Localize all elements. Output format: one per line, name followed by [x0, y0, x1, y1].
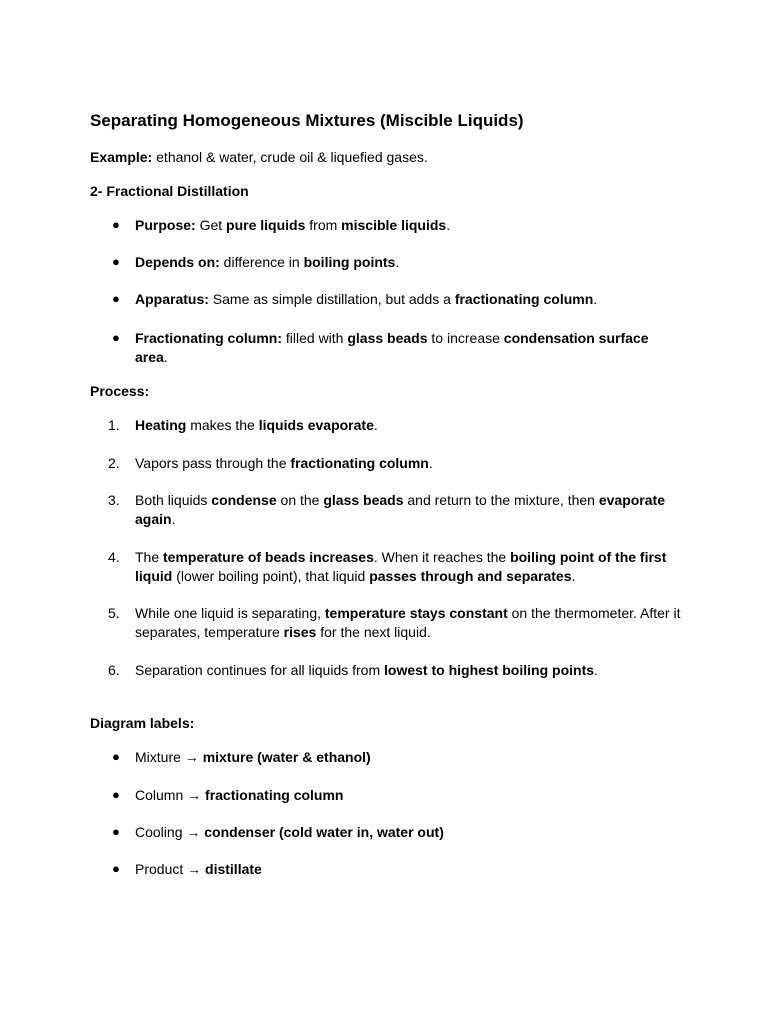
- bullet-marker: ●: [112, 749, 120, 764]
- bold-text-run: Purpose:: [135, 217, 196, 233]
- text-run: . When it reaches the: [373, 549, 511, 565]
- step-number: 3.: [108, 492, 120, 508]
- bullet-text: [135, 253, 685, 272]
- bold-text-run: rises: [283, 623, 317, 640]
- text-run: Both liquids: [135, 492, 212, 508]
- bold-text-run: mixture (water & ethanol): [202, 749, 371, 765]
- bold-text-run: boiling point of the first liquid: [135, 549, 667, 584]
- bullet-marker: ●: [112, 330, 120, 345]
- text-run: .: [428, 455, 433, 471]
- bold-text-run: pure liquids: [226, 217, 306, 233]
- text-run: to increase: [427, 330, 504, 346]
- step-number: 2.: [108, 455, 120, 471]
- diagram-label-text: [135, 748, 685, 767]
- text-run: for the next liquid.: [316, 623, 431, 640]
- step-text: [135, 454, 685, 473]
- bullet-marker: ●: [112, 254, 120, 269]
- bold-text-run: Heating: [135, 417, 187, 433]
- step-text: [135, 491, 685, 528]
- text-run: makes the: [186, 417, 259, 433]
- bold-text-run: temperature stays constant: [324, 605, 508, 621]
- bullet-marker: ●: [112, 787, 120, 802]
- text-run: .: [594, 662, 598, 678]
- bold-text-run: glass beads: [323, 492, 404, 508]
- bold-text-run: glass beads: [347, 330, 428, 346]
- diagram-label-text: [135, 786, 685, 805]
- text-run: and return to the mixture, then: [403, 492, 599, 508]
- bold-text-run: passes through and separates: [369, 567, 572, 584]
- bold-text-run: fractionating column: [290, 455, 429, 471]
- bold-text-run: evaporate again: [135, 492, 665, 527]
- text-run: Product →: [135, 861, 206, 877]
- step-number: 5.: [108, 605, 120, 621]
- diagram-labels-heading: Diagram labels:: [90, 715, 195, 731]
- section-heading: 2- Fractional Distillation: [90, 183, 249, 199]
- step-text: [135, 416, 685, 435]
- bullet-marker: ●: [112, 291, 120, 306]
- text-run: from: [305, 217, 342, 233]
- bullet-text: [135, 290, 685, 309]
- text-run: Vapors pass through the: [135, 455, 291, 471]
- step-text: [135, 661, 685, 680]
- text-run: .: [446, 217, 451, 233]
- text-run: The: [135, 549, 164, 565]
- bullet-marker: ●: [112, 217, 120, 232]
- text-run: Same as simple distillation, but adds a: [208, 291, 455, 307]
- step-text: [135, 604, 685, 641]
- text-run: Separation continues for all liquids from: [135, 662, 385, 678]
- step-number: 1.: [108, 417, 120, 433]
- text-run: .: [571, 567, 576, 584]
- text-run: .: [593, 291, 598, 307]
- bold-text-run: temperature of beads increases: [163, 549, 374, 565]
- bold-text-run: Fractionating column:: [135, 330, 282, 346]
- text-run: Get: [195, 217, 227, 233]
- document-title: Separating Homogeneous Mixtures (Miscible Liquids): [90, 111, 524, 130]
- document-page: [90, 0, 690, 1024]
- text-run: While one liquid is separating,: [135, 605, 325, 621]
- diagram-label-text: [135, 823, 685, 842]
- bold-text-run: fractionating column: [454, 291, 594, 307]
- step-number: 4.: [108, 549, 120, 565]
- bold-text-run: Apparatus:: [135, 291, 209, 307]
- text-run: (lower boiling point), that liquid: [172, 567, 370, 584]
- bullet-text: [135, 216, 685, 235]
- bold-text-run: condensation surface area: [135, 330, 649, 365]
- text-run: .: [171, 510, 176, 527]
- text-run: .: [163, 348, 168, 365]
- example-label: Example:: [90, 149, 153, 165]
- text-run: Column →: [135, 787, 206, 803]
- bold-text-run: boiling points: [303, 254, 396, 270]
- bold-text-run: Depends on:: [135, 254, 220, 270]
- bullet-marker: ●: [112, 861, 120, 876]
- bullet-text: [135, 329, 685, 366]
- example-text: ethanol & water, crude oil & liquefied gases.: [152, 149, 428, 165]
- text-run: Cooling →: [135, 824, 205, 840]
- bold-text-run: distillate: [205, 861, 262, 877]
- text-run: .: [373, 417, 378, 433]
- bold-text-run: liquids evaporate: [258, 417, 374, 433]
- text-run: on the thermometer. After it separates, temperature: [135, 605, 681, 640]
- text-run: .: [395, 254, 400, 270]
- bold-text-run: condense: [211, 492, 277, 508]
- text-run: Mixture →: [135, 749, 203, 765]
- example-line: [90, 148, 428, 166]
- bold-text-run: miscible liquids: [341, 217, 447, 233]
- text-run: filled with: [282, 330, 348, 346]
- bold-text-run: condenser (cold water in, water out): [204, 824, 444, 840]
- step-number: 6.: [108, 662, 120, 678]
- text-run: on the: [276, 492, 324, 508]
- bullet-marker: ●: [112, 824, 120, 839]
- text-run: difference in: [219, 254, 304, 270]
- bold-text-run: fractionating column: [205, 787, 344, 803]
- step-text: [135, 548, 685, 585]
- process-heading: Process:: [90, 383, 150, 399]
- diagram-label-text: [135, 860, 685, 879]
- bold-text-run: lowest to highest boiling points: [384, 662, 595, 678]
